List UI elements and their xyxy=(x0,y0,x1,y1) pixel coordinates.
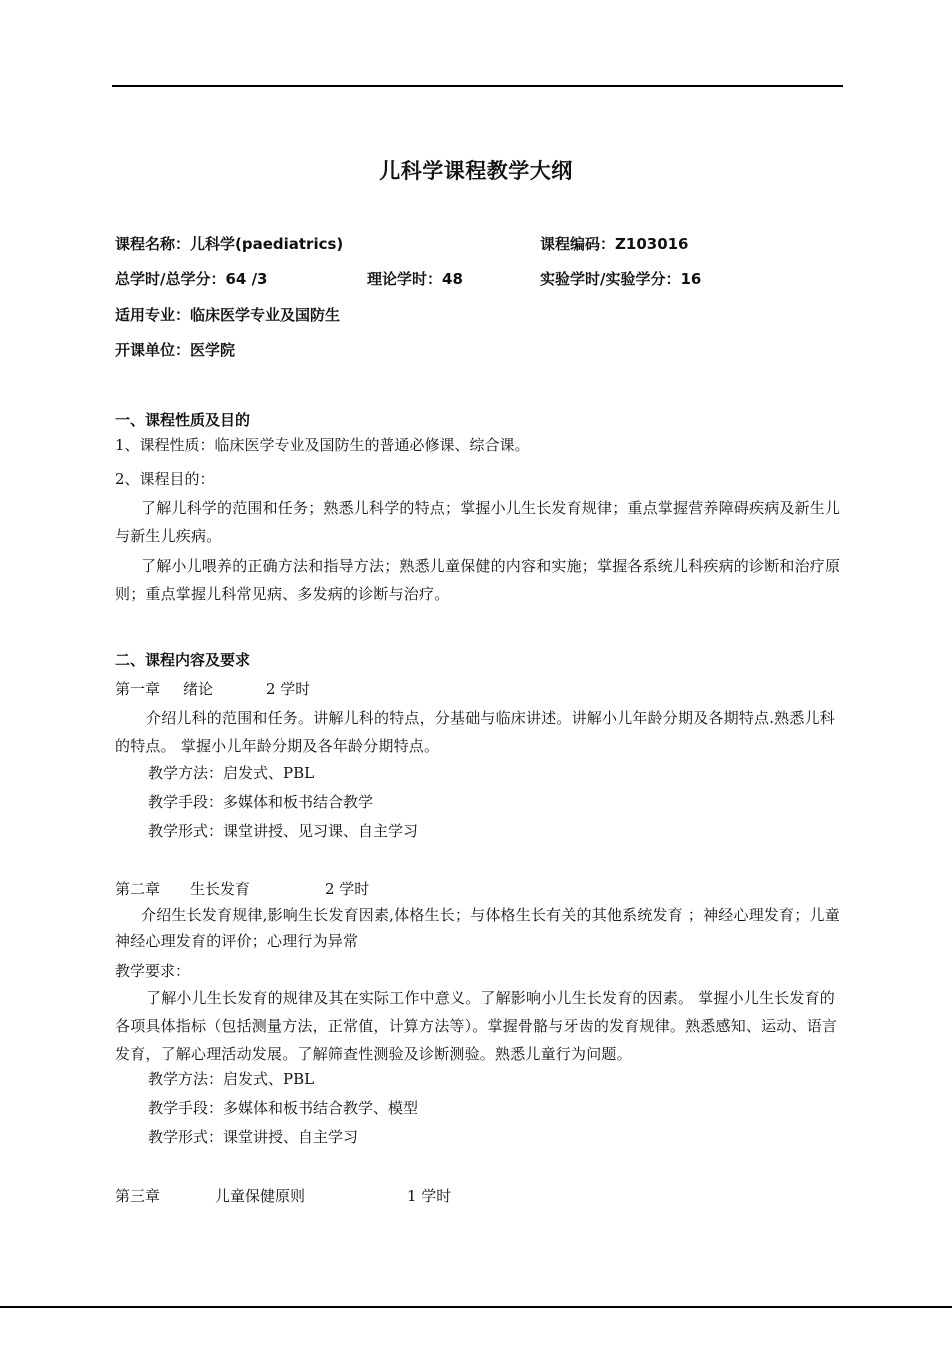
page-title: 儿科学课程教学大纲 xyxy=(379,159,573,183)
chapter1-label: 第一章 xyxy=(115,680,161,698)
chapter2-means: 教学手段：多媒体和板书结合教学、模型 xyxy=(148,1099,419,1117)
chapter2-requirements-label: 教学要求： xyxy=(115,962,191,980)
top-rule xyxy=(112,85,843,87)
lab-hours: 实验学时/实验学分：16 xyxy=(540,270,702,288)
section2-heading: 二、课程内容及要求 xyxy=(115,651,251,669)
chapter2-label: 第二章 xyxy=(115,880,161,898)
chapter3-label: 第三章 xyxy=(115,1187,161,1205)
chapter1-hours: 2 学时 xyxy=(266,680,311,698)
chapter1-means: 教学手段：多媒体和板书结合教学 xyxy=(148,793,374,811)
chapter2-hours: 2 学时 xyxy=(325,880,370,898)
chapter1-description: 介绍儿科的范围和任务。讲解儿科的特点，分基础与临床讲述。讲解小儿年龄分期及各期特点.熟悉儿科的特点。 掌握小儿年龄分期及各年龄分期特点。 xyxy=(115,709,835,755)
chapter1-form: 教学形式：课堂讲授、见习课、自主学习 xyxy=(148,822,419,840)
chapter1-method: 教学方法：启发式、PBL xyxy=(148,764,315,782)
chapter2-method: 教学方法：启发式、PBL xyxy=(148,1070,315,1088)
chapter3-hours: 1 学时 xyxy=(407,1187,452,1205)
purpose-paragraph-2: 了解小儿喂养的正确方法和指导方法；熟悉儿童保健的内容和实施；掌握各系统儿科疾病的诊断和治疗原则；重点掌握儿科常见病、多发病的诊断与治疗。 xyxy=(115,557,841,603)
chapter2-requirements: 了解小儿生长发育的规律及其在实际工作中意义。了解影响小儿生长发育的因素。 掌握小儿生长发育的各项具体指标（包括测量方法，正常值，计算方法等）。掌握骨骼与牙齿的发育规律。熟悉感知、运动、语言发育，了解心理活动发展。了解筛查性测验及诊断测验。熟悉儿童行为问题。 xyxy=(115,989,838,1063)
course-purpose-label: 2、课程目的： xyxy=(115,470,215,488)
chapter1-name: 绪论 xyxy=(183,680,214,698)
chapter2-description: 介绍生长发育规律,影响生长发育因素,体格生长；与体格生长有关的其他系统发育 ；神经心理发育；儿童神经心理发育的评价；心理行为异常 xyxy=(115,906,840,950)
chapter3-name: 儿童保健原则 xyxy=(215,1187,306,1205)
chapter3-header xyxy=(115,1185,451,1206)
purpose-paragraph-1: 了解儿科学的范围和任务；熟悉儿科学的特点；掌握小儿生长发育规律；重点掌握营养障碍疾病及新生儿与新生儿疾病。 xyxy=(115,499,841,545)
course-code: 课程编码：Z103016 xyxy=(540,235,689,253)
course-name: 课程名称：儿科学(paediatrics) xyxy=(115,235,344,253)
total-hours: 总学时/总学分：64 /3 xyxy=(115,270,268,288)
chapter1-header xyxy=(115,678,310,699)
section1-heading: 一、课程性质及目的 xyxy=(115,411,251,429)
chapter2-header xyxy=(115,878,369,899)
theory-hours: 理论学时：48 xyxy=(367,270,463,288)
chapter2-name: 生长发育 xyxy=(190,880,251,898)
department: 开课单位：医学院 xyxy=(115,341,236,359)
applicable-major: 适用专业：临床医学专业及国防生 xyxy=(115,306,341,324)
course-nature: 1、课程性质：临床医学专业及国防生的普通必修课、综合课。 xyxy=(115,436,530,454)
chapter2-form: 教学形式：课堂讲授、自主学习 xyxy=(148,1128,359,1146)
bottom-rule xyxy=(0,1306,952,1308)
